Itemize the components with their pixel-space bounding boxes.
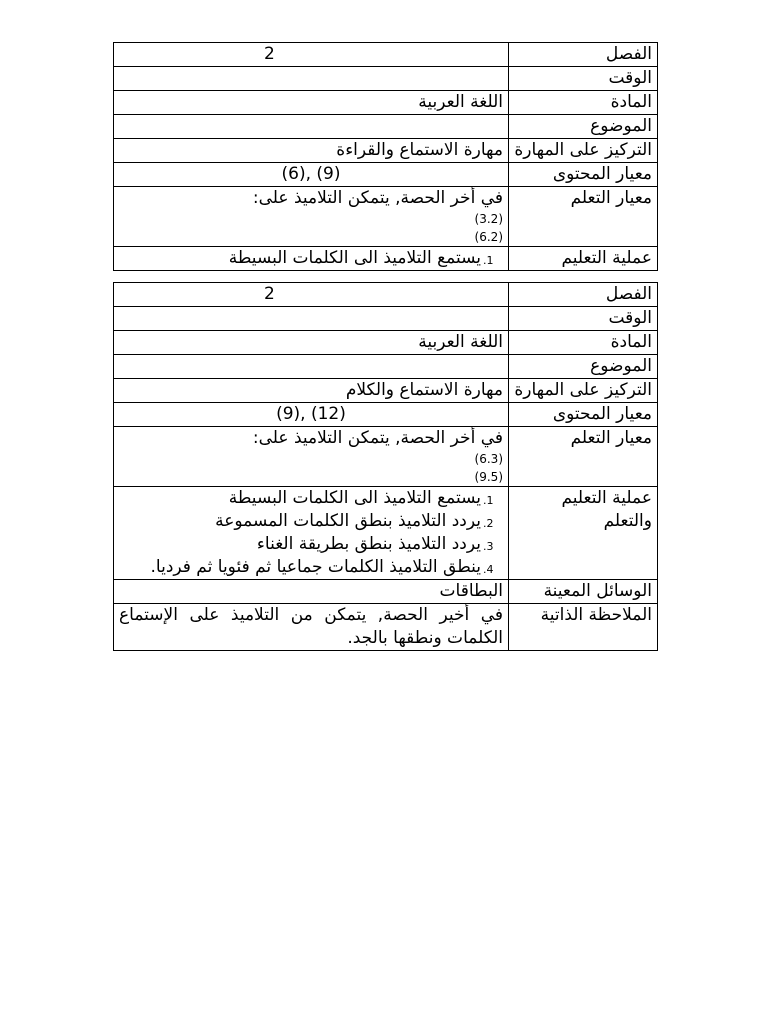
step-text: يردد التلاميذ بنطق بطريقة الغناء: [256, 534, 481, 554]
topic-value: [114, 115, 509, 139]
step-text: ينطق التلاميذ الكلمات جماعيا ثم فئويا ثم فرديا.: [150, 557, 481, 577]
table-row: [114, 307, 658, 331]
teaching-aids-label: الوسائل المعينة: [509, 580, 658, 604]
table-row: [114, 331, 658, 355]
content-standard-text: (9), (12): [276, 404, 346, 424]
lesson-plan-table-2: [113, 282, 658, 651]
table-row: [114, 43, 658, 67]
learning-standard-intro: في أخر الحصة, يتمكن التلاميذ على:: [252, 188, 503, 208]
time-label: الوقت: [509, 67, 658, 91]
list-item: [119, 247, 494, 270]
step-number: 4.: [483, 563, 494, 576]
skill-focus-value: مهارة الاستماع والقراءة: [114, 139, 509, 163]
table-row: [114, 427, 658, 487]
content-standard-label: معيار المحتوى: [509, 403, 658, 427]
step-number: 1.: [483, 254, 494, 267]
learning-standard-item: (9.5): [474, 470, 503, 484]
learning-standard-value: [114, 187, 509, 247]
step-text: يستمع التلاميذ الى الكلمات البسيطة: [228, 248, 481, 268]
process-value: [114, 247, 509, 271]
content-standard-value: [114, 403, 509, 427]
learning-standard-item: (6.2): [474, 230, 503, 244]
lesson-plan-1-clip: [0, 42, 768, 285]
list-item: [119, 556, 494, 579]
content-standard-text: (6), (9): [281, 164, 341, 184]
table-row: [114, 580, 658, 604]
table-row: [114, 115, 658, 139]
reflection-value: في أخير الحصة, يتمكن من التلاميذ على الإستماع الكلمات ونطقها بالجد.: [114, 604, 509, 651]
subject-label: المادة: [509, 91, 658, 115]
learning-standard-item: (3.2): [474, 212, 503, 226]
step-text: يردد التلاميذ بنطق الكلمات المسموعة: [215, 511, 481, 531]
learning-standard-label: معيار التعلم: [509, 427, 658, 487]
process-label: عملية التعليم والتعلم: [509, 487, 658, 580]
subject-value: اللغة العربية: [114, 331, 509, 355]
time-value: [114, 67, 509, 91]
class-label: الفصل: [509, 283, 658, 307]
learning-standard-item: (6.3): [474, 452, 503, 466]
table-row: [114, 67, 658, 91]
list-item: [119, 533, 494, 556]
table-row: [114, 163, 658, 187]
content-standard-label: معيار المحتوى: [509, 163, 658, 187]
table-row: [114, 379, 658, 403]
time-value: [114, 307, 509, 331]
lesson-plan-table-1: [113, 42, 658, 271]
reflection-label: الملاحظة الذاتية: [509, 604, 658, 651]
time-label: الوقت: [509, 307, 658, 331]
topic-label: الموضوع: [509, 115, 658, 139]
table-row: [114, 247, 658, 271]
learning-standard-label: معيار التعلم: [509, 187, 658, 247]
table-row: [114, 355, 658, 379]
table-row: [114, 487, 658, 580]
process-label: عملية التعليم: [509, 247, 658, 271]
table-row: [114, 283, 658, 307]
class-label: الفصل: [509, 43, 658, 67]
topic-label: الموضوع: [509, 355, 658, 379]
table-row: [114, 403, 658, 427]
table-row: [114, 604, 658, 651]
step-number: 2.: [483, 517, 494, 530]
list-item: [119, 510, 494, 533]
step-text: يستمع التلاميذ الى الكلمات البسيطة: [228, 488, 481, 508]
step-number: 1.: [483, 494, 494, 507]
step-number: 3.: [483, 540, 494, 553]
process-steps: [119, 487, 503, 579]
subject-label: المادة: [509, 331, 658, 355]
table-row: [114, 139, 658, 163]
class-value: 2: [114, 283, 509, 307]
topic-value: [114, 355, 509, 379]
class-value: 2: [114, 43, 509, 67]
list-item: [119, 487, 494, 510]
teaching-aids-value: البطاقات: [114, 580, 509, 604]
table-row: [114, 91, 658, 115]
skill-focus-label: التركيز على المهارة: [509, 139, 658, 163]
process-value: [114, 487, 509, 580]
skill-focus-value: مهارة الاستماع والكلام: [114, 379, 509, 403]
skill-focus-label: التركيز على المهارة: [509, 379, 658, 403]
table-row: [114, 187, 658, 247]
content-standard-value: [114, 163, 509, 187]
learning-standard-intro: في أخر الحصة, يتمكن التلاميذ على:: [252, 428, 503, 448]
learning-standard-value: [114, 427, 509, 487]
subject-value: اللغة العربية: [114, 91, 509, 115]
process-steps: [119, 247, 503, 270]
